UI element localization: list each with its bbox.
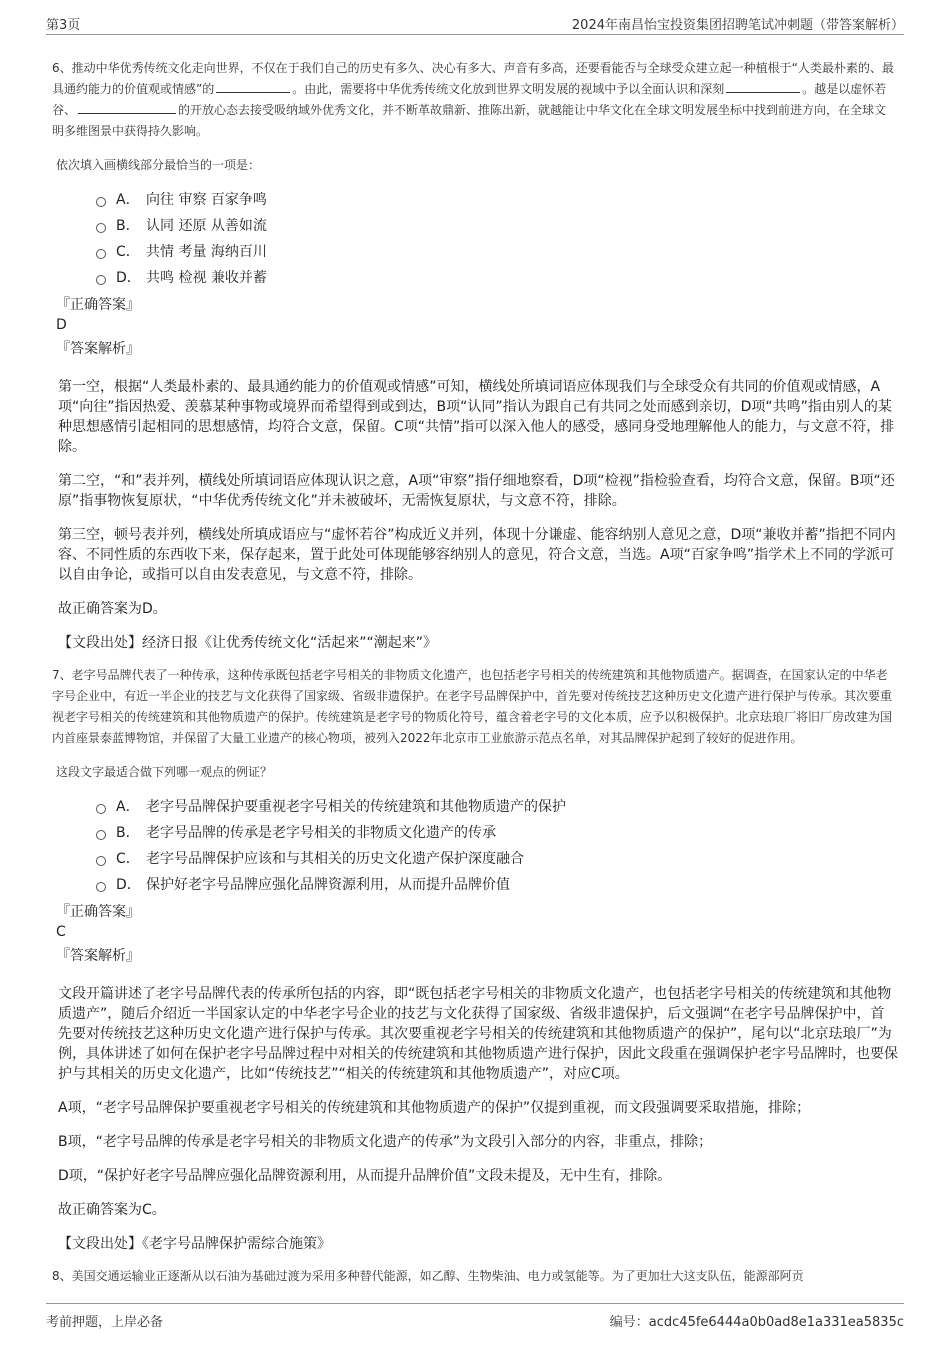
option-a[interactable] [96, 187, 898, 213]
analysis-label: 『答案解析』 [56, 948, 140, 964]
main-content [52, 58, 898, 1287]
option-a[interactable] [96, 794, 898, 820]
page-footer [46, 1303, 904, 1328]
option-d[interactable] [96, 265, 898, 291]
stem-part: 的开放心态去接受吸纳域外优秀文化，并不断革故鼎新、推陈出新，就越能让中华文化在全球文明发展坐标中找到前进方向，在全球文明多维图景中获得持久影响。 [52, 103, 887, 138]
analysis-paragraph: 第二空，“和”表并列，横线处所填词语应体现认识之意，A项“审察”指仔细地察看，D项“检视”指检验查看，均符合文意，保留。B项“还原”指事物恢复原状，“中华优秀传统文化”并未被破坏，无需恢复原状，与文意不符，排除。 [58, 473, 895, 509]
question-stem: 7、老字号品牌代表了一种传承，这种传承既包括老字号相关的非物质文化遗产，也包括老字号相关的传统建筑和其他物质遗产。据调查，在国家认定的中华老字号企业中，有近一半企业的技艺与文化获得了国家级、省级非遗保护。在老字号品牌保护中，首先要对传统技艺这种历史文化遗产进行保护与传承。其次要重视老字号相关的传统建筑和其他物质遗产的保护。传统建筑是老字号的物质化符号，蕴含着老字号的文化本质，应予以积极保护。北京珐琅厂将旧厂房改建为国内首座景泰蓝博物馆，并保留了大量工业遗产的核心物项，被列入2022年北京市工业旅游示范点名单，对其品牌保护起到了较好的促进作用。 [52, 668, 893, 745]
analysis-paragraph: 故正确答案为C。 [58, 1202, 166, 1218]
option-letter: B． [116, 825, 140, 841]
option-text: 认同 还原 从善如流 [146, 218, 267, 234]
option-d[interactable] [96, 872, 898, 898]
option-text: 共鸣 检视 兼收并蓄 [146, 270, 267, 286]
question-stem [52, 58, 898, 142]
radio-icon[interactable] [96, 830, 106, 840]
option-c[interactable] [96, 239, 898, 265]
option-text: 老字号品牌保护要重视老字号相关的传统建筑和其他物质遗产的保护 [146, 799, 566, 815]
option-letter: B． [116, 218, 140, 234]
option-b[interactable] [96, 213, 898, 239]
analysis-paragraph: A项，“老字号品牌保护要重视老字号相关的传统建筑和其他物质遗产的保护”仅提到重视，而文段强调要采取措施，排除； [58, 1100, 811, 1116]
question-8 [52, 1266, 898, 1287]
fill-blank-3 [78, 100, 176, 114]
question-prompt: 这段文字最适合做下列哪一观点的例证？ [56, 765, 273, 779]
fill-blank-2 [726, 79, 800, 93]
question-prompt: 依次填入画横线部分最恰当的一项是： [56, 158, 261, 172]
analysis-paragraph: B项，“老字号品牌的传承是老字号相关的非物质文化遗产的传承”为文段引入部分的内容，非重点，排除； [58, 1134, 713, 1150]
footer-slogan: 考前押题，上岸必备 [46, 1315, 164, 1330]
correct-answer: D [56, 317, 67, 333]
radio-icon[interactable] [96, 275, 106, 285]
fill-blank-1 [216, 79, 290, 93]
radio-icon[interactable] [96, 223, 106, 233]
analysis-paragraph: 第三空，顿号表并列，横线处所填成语应与“虚怀若谷”构成近义并列，体现十分谦虚、能容纳别人意见之意，D项“兼收并蓄”指把不同内容、不同性质的东西收下来，保存起来，置于此处可体现能够容纳别人的意见，符合文意，当选。A项“百家争鸣”指学术上不同的学派可以自由争论，或指可以自由发表意见，与文意不符，排除。 [58, 527, 896, 583]
option-letter: C． [116, 244, 140, 260]
answer-label: 『正确答案』 [56, 904, 140, 920]
radio-icon[interactable] [96, 249, 106, 259]
document-code [610, 1311, 904, 1330]
radio-icon[interactable] [96, 197, 106, 207]
option-letter: C． [116, 851, 140, 867]
radio-icon[interactable] [96, 804, 106, 814]
option-c[interactable] [96, 846, 898, 872]
document-title: 2024年南昌怡宝投资集团招聘笔试冲刺题（带答案解析） [571, 18, 904, 33]
page-header [46, 12, 904, 35]
option-letter: D． [116, 270, 141, 286]
option-b[interactable] [96, 820, 898, 846]
stem-part: 。越是以虚怀若谷、 [52, 82, 887, 117]
radio-icon[interactable] [96, 856, 106, 866]
analysis-label: 『答案解析』 [56, 341, 140, 357]
analysis-paragraph: D项，“保护好老字号品牌应强化品牌资源利用，从而提升品牌价值”文段未提及，无中生有，排除。 [58, 1168, 672, 1184]
option-letter: A． [116, 192, 140, 208]
radio-icon[interactable] [96, 882, 106, 892]
option-list [96, 794, 898, 898]
answer-label: 『正确答案』 [56, 297, 140, 313]
option-text: 向往 审察 百家争鸣 [146, 192, 267, 208]
stem-part: 6、推动中华优秀传统文化走向世界，不仅在于我们自己的历史有多久、决心有多大、声音有多高，还要看能否与全球受众建立起一种植根于“人类最朴素的、最具通约能力的价值观或情感”的 [52, 61, 894, 96]
option-letter: A． [116, 799, 140, 815]
analysis-paragraph: 故正确答案为D。 [58, 601, 167, 617]
question-7 [52, 665, 898, 1254]
option-text: 保护好老字号品牌应强化品牌资源利用，从而提升品牌价值 [146, 877, 510, 893]
stem-part: 。由此，需要将中华优秀传统文化放到世界文明发展的视域中予以全面认识和深刻 [292, 82, 725, 96]
option-text: 老字号品牌的传承是老字号相关的非物质文化遗产的传承 [146, 825, 496, 841]
option-list [96, 187, 898, 291]
option-letter: D． [116, 877, 141, 893]
correct-answer: C [56, 924, 66, 940]
question-stem: 8、美国交通运输业正逐渐从以石油为基础过渡为采用多种替代能源，如乙醇、生物柴油、电力或氢能等。为了更加壮大这支队伍，能源部阿贡 [52, 1269, 804, 1283]
code-label: 编号： [609, 1315, 649, 1330]
passage-source: 【文段出处】《老字号品牌保护需综合施策》 [58, 1236, 331, 1252]
option-text: 老字号品牌保护应该和与其相关的历史文化遗产保护深度融合 [146, 851, 524, 867]
code-value: acdc45fe6444a0b0ad8e1a331ea5835c [648, 1315, 904, 1330]
question-6 [52, 58, 898, 653]
option-text: 共情 考量 海纳百川 [146, 244, 267, 260]
analysis-paragraph: 文段开篇讲述了老字号品牌代表的传承所包括的内容，即“既包括老字号相关的非物质文化遗产，也包括老字号相关的传统建筑和其他物质遗产”，随后介绍近一半国家认定的中华老字号企业的技艺与文化获得了国家级、省级非遗保护，后文强调“在老字号品牌保护中，首先要对传统技艺这种历史文化遗产进行保护与传承。其次要重视老字号相关的传统建筑和其他物质遗产的保护”，尾句以“北京珐琅厂”为例，具体讲述了如何在保护老字号品牌过程中对相关的传统建筑和其他物质遗产进行保护，因此文段重在强调保护老字号品牌时，也要保护与其相关的历史文化遗产，比如“传统技艺”“相关的传统建筑和其他物质遗产”，对应C项。 [58, 986, 898, 1082]
analysis-paragraph: 第一空，根据“人类最朴素的、最具通约能力的价值观或情感”可知，横线处所填词语应体现我们与全球受众有共同的价值观或情感，A项“向往”指因热爱、羡慕某种事物或境界而希望得到或到达，B项“认同”指认为跟自己有共同之处而感到亲切，D项“共鸣”指由别人的某种思想感情引起相同的思想感情，均符合文意，保留。C项“共情”指可以深入他人的感受，感同身受地理解他人的能力，与文意不符，排除。 [58, 379, 895, 455]
page-number: 第3页 [46, 18, 81, 33]
passage-source: 【文段出处】经济日报《让优秀传统文化“活起来”“潮起来”》 [58, 635, 438, 651]
